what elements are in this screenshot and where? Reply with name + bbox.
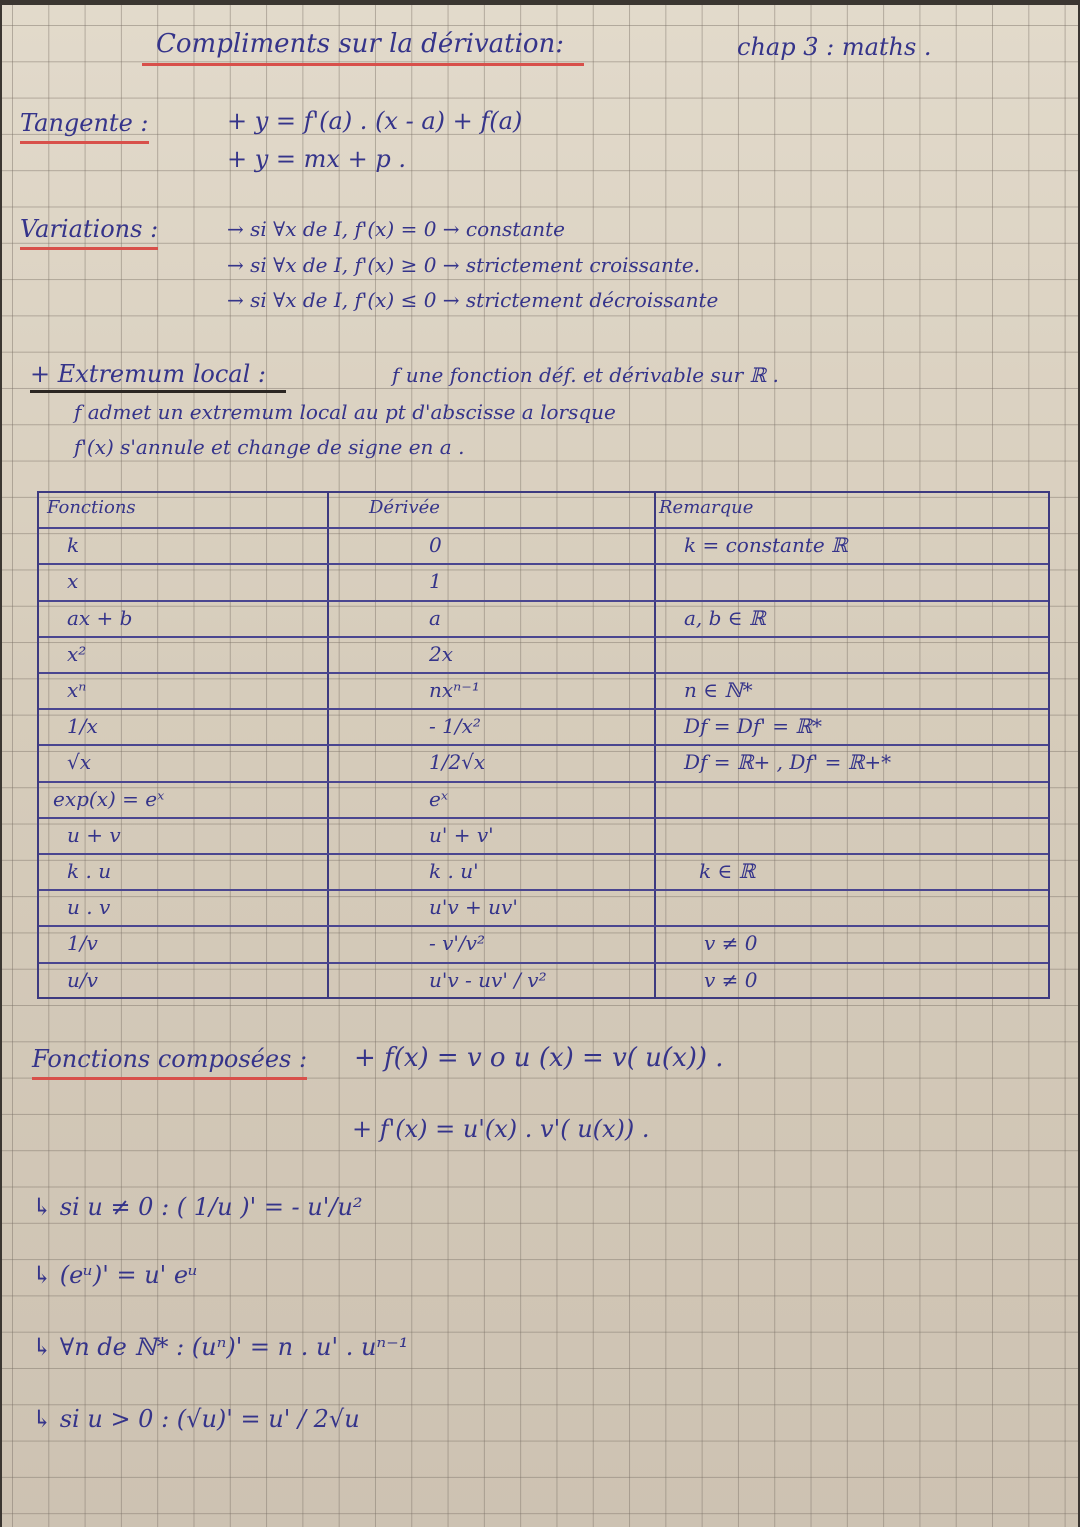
derivative-cell: a [429,605,441,630]
table-row [39,964,1048,1000]
derivative-cell: - 1/x² [429,714,481,739]
remark-cell: Df = ℝ+ , Df' = ℝ+* [684,750,892,775]
function-cell: √x [67,750,92,775]
extremum-line-2: f admet un extremum local au pt d'abscisse a lorsque [74,400,616,424]
derivative-cell: k . u' [429,859,479,883]
composees-heading: Fonctions composées : [32,1047,307,1080]
extremum-intro: f une fonction déf. et dérivable sur ℝ . [392,363,779,387]
function-cell: x [67,569,79,594]
extremum-line-3: f'(x) s'annule et change de signe en a . [74,435,465,459]
function-cell: u + v [67,822,121,847]
derivative-cell: 1 [429,569,442,594]
remark-cell: Df = Df' = ℝ* [684,714,822,739]
table-row [39,710,1048,746]
variations-heading: Variations : [20,217,158,250]
table-row [39,855,1048,891]
derivative-cell: eˣ [429,786,448,811]
chapter-label: chap 3 : maths . [737,33,932,61]
remark-cell: n ∈ ℕ* [684,678,753,702]
extremum-heading: + Extremum local : [30,362,286,393]
header-remarque: Remarque [659,497,754,518]
table-row [39,746,1048,782]
page-title: Compliments sur la dérivation: [142,31,584,66]
function-cell: ax + b [67,605,133,630]
derivative-cell: u'v - uv' / v² [429,967,547,992]
remark-cell: k = constante ℝ [684,533,848,558]
derivative-cell: 2x [429,641,454,666]
derivative-cell: nxⁿ⁻¹ [429,678,480,702]
rule-exponential: ↳ (eᵘ)' = u' eᵘ [32,1261,198,1289]
table-row [39,819,1048,855]
rule-power: ↳ ∀n de ℕ* : (uⁿ)' = n . u' . uⁿ⁻¹ [32,1333,409,1361]
header-derivee: Dérivée [369,497,440,518]
table-row [39,927,1048,963]
remark-cell: v ≠ 0 [704,967,758,992]
table-row [39,674,1048,710]
tangente-heading: Tangente : [20,111,149,144]
composees-formula-1: + f(x) = v o u (x) = v( u(x)) . [354,1043,724,1073]
function-cell: u/v [67,967,98,992]
derivative-cell: - v'/v² [429,931,485,956]
function-cell: 1/x [67,714,98,739]
tangente-formula-2: + y = mx + p . [227,145,406,173]
remark-cell: k ∈ ℝ [699,859,756,883]
grid-paper-sheet [2,5,1078,1527]
table-row [39,529,1048,565]
table-row [39,565,1048,601]
derivative-cell: u'v + uv' [429,895,518,920]
table-row [39,602,1048,638]
function-cell: exp(x) = eˣ [53,786,165,811]
remark-cell: a, b ∈ ℝ [684,605,766,630]
function-cell: k [67,533,80,558]
variations-line-croissante: → si ∀x de I, f'(x) ≥ 0 → strictement croissante. [227,253,701,277]
derivative-cell: u' + v' [429,822,494,847]
function-cell: u . v [67,895,111,920]
table-row [39,891,1048,927]
composees-formula-2: + f'(x) = u'(x) . v'( u(x)) . [352,1115,650,1143]
variations-line-decroissante: → si ∀x de I, f'(x) ≤ 0 → strictement décroissante [227,288,719,312]
rule-inverse: ↳ si u ≠ 0 : ( 1/u )' = - u'/u² [32,1193,363,1221]
function-cell: x² [67,641,87,666]
derivatives-table [37,491,1050,999]
table-row [39,783,1048,819]
rule-square-root: ↳ si u > 0 : (√u)' = u' / 2√u [32,1405,360,1433]
remark-cell: v ≠ 0 [704,931,758,956]
table-row [39,638,1048,674]
function-cell: xⁿ [67,678,87,702]
header-fonctions: Fonctions [47,497,136,518]
table-header-row [39,493,1048,529]
function-cell: 1/v [67,931,98,956]
derivative-cell: 0 [429,533,442,558]
derivative-cell: 1/2√x [429,750,486,775]
function-cell: k . u [67,859,112,883]
tangente-formula-1: + y = f'(a) . (x - a) + f(a) [227,107,523,135]
variations-line-constante: → si ∀x de I, f'(x) = 0 → constante [227,217,566,241]
